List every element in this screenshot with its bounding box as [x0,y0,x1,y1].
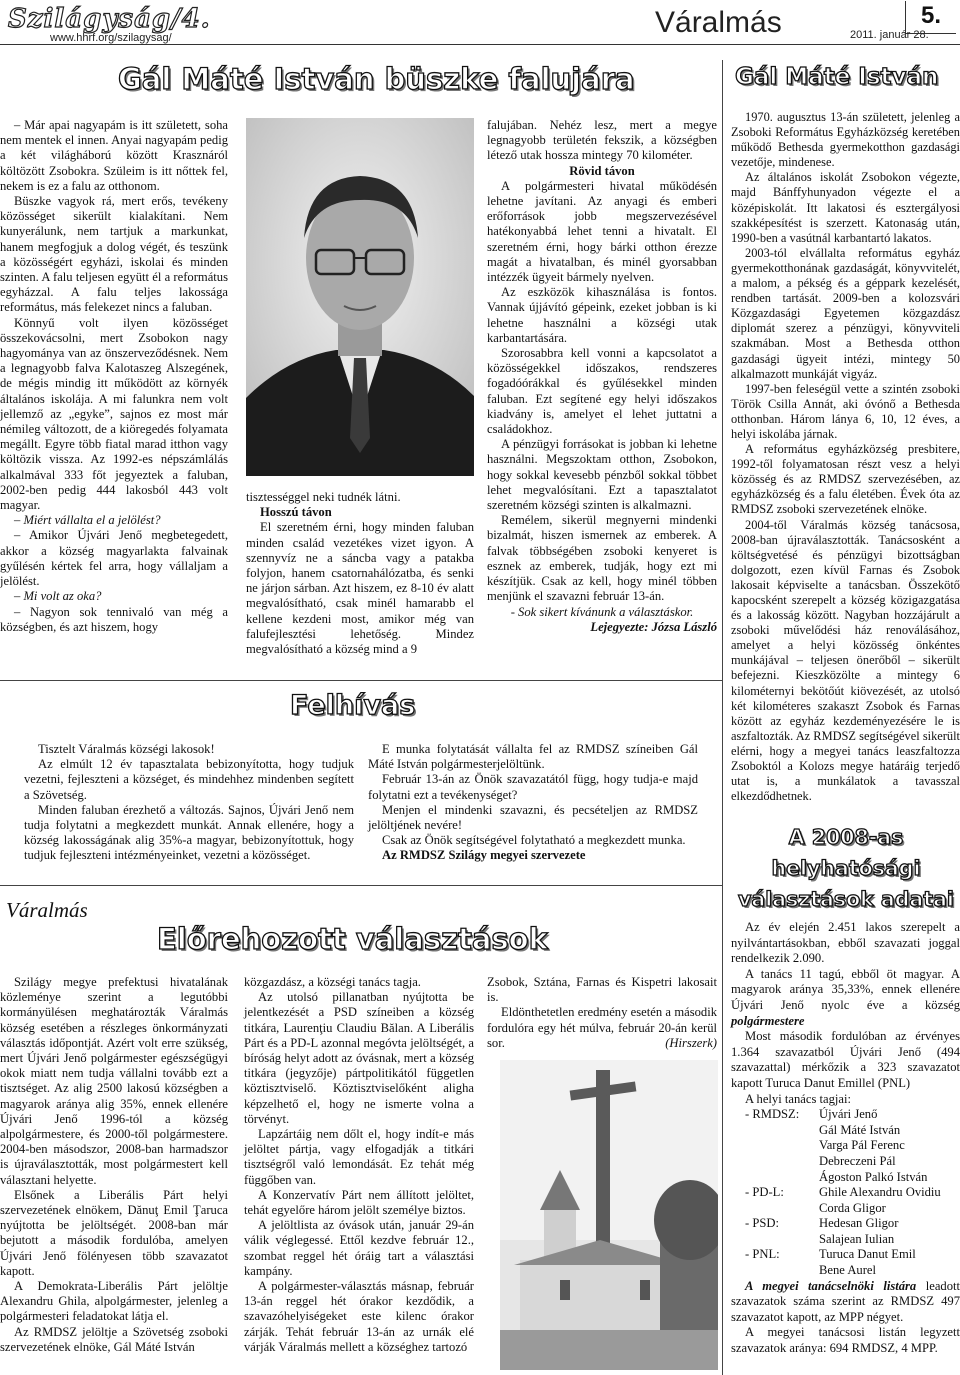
text: A tanács 11 tagú, ebből öt magyar. A magyarok aránya 35,33%, ennek ellenére Újvári Jenő nyolc éve a község [731,966,960,1012]
table-row [745,1216,941,1232]
table-row [745,1201,941,1217]
source-credit: (Hirszerk) [665,1036,717,1051]
paragraph: A református egyházközség presbitere, 1992-től folyamatosan részt vesz a helyi közösség és az RMDSZ szervezésében, az egyházközség és a falu életében. Évek óta az RMDSZ zsoboki szervezetének elnöke. [731,442,960,517]
paragraph: közgazdász, a községi tanács tagja. [244,975,421,989]
party: - PD-L: [745,1185,784,1200]
salutation: Tisztelt Váralmás községi lakosok! [38,742,215,756]
table-row [745,1170,941,1186]
article-kicker: Váralmás [6,898,88,922]
issue-date: 2011. január 28. [850,29,929,41]
paragraph: A polgármester-választás másnap, február 13-án reggel hét órakor kezdődik, a szavazóhelyiségeket este kilenc órakor zárják. Tehát február 13-án az urnák elé várják Váralmás mellett a községhez tartozó [244,1279,474,1354]
bio-title: Gál Máté István [735,64,939,90]
paragraph: A pénzügyi forrásokat is jobban ki lehetne használni. Megszoktam otthon, Zsobokon, hogy sokkal kevesebb pénzből sokkal többet lehet megvalósítani. Ezt a tapasztalatot szeretném községi szinten is alkalmazni. [487,437,717,513]
paragraph: tisztességgel neki tudnék látni. [246,490,401,504]
election-column-2 [244,975,474,1355]
paragraph: Eldönthetetlen eredmény esetén a második fordulóra egy hét múlva, február 20-án kerül sor. [487,1005,717,1050]
member: Debreczeni Pál [819,1153,896,1168]
party: - PSD: [745,1216,779,1231]
member: Gál Máté István [819,1122,901,1137]
interview-column-2 [246,490,474,657]
member: Corda Gligor [819,1200,886,1215]
paragraph: A polgármesteri hivatal működésén lehetne javítani. Az anyagi és emberi erőforrások jobb megszervezésével hatékonyabbá lehet tenni a hivatalt. El szeretném érni, hogy bárki otthon érezze magát a hivatalban, és minél gyorsabban intézzék ügyeit bármely nyelven. [487,178,717,285]
paragraph: Szorosabbra kell vonni a kapcsolatot a közösségekkel időszakos, rendszeres fogadóórákkal és gyűlésekkel minden faluban. Ezt segítené egy helyi időszakos kiadvány is, amelyet el lehet juttatni a családokhoz. [487,346,717,437]
party: - PNL: [745,1247,780,1262]
table-row [745,1232,941,1248]
emphasis: A megyei tanácselnöki listára [745,1278,917,1293]
paragraph: Szilágy megye prefektusi hivatalának közleménye szerint a legutóbbi kormányülésen meghatározták Váralmás község esetében a részleges önkormányzati választás időpontját. Azért volt erre szükség, mert Újvári Jenő polgármester egészségügyi okok miatt nem tudja vállalni tovább ezt a tisztséget. Az alig 2500 lakosú községben a magyarok aránya alig 35%, ennek ellenére Újvári Jenő 1996-tól a község alpolgármestere, és 2000-től polgármestere. 2004-ben másodszor, 2008-ban harmadszor is újraválasztották, most polgármestert kell választani helyette. [0,975,228,1187]
paragraph: A helyi tanács tagjai: [745,1091,851,1106]
header-rule [0,44,960,45]
member: Bene Aurel [819,1263,877,1278]
bio-column [731,110,960,804]
appeal-left [24,742,354,864]
publication-url[interactable]: www.hhrf.org/szilagysag/ [50,32,172,44]
table-row [745,1107,941,1123]
table-row [745,1123,941,1139]
paragraph: A Demokrata-Liberális Párt jelöltje Alexandru Ghila, alpolgármester, jelenleg a polgármesteri feladatokat látja el. [0,1279,228,1324]
member: Ghile Alexandru Ovidiu [819,1185,941,1200]
council-table [745,1107,941,1279]
paragraph: Csak az Önök segítségével folytatható a megkezdett munka. [382,833,686,848]
church-photo [500,1060,718,1370]
text: leadott szavazatok száma szerint az RMDSZ 497 szavazatot kapott, az MPP négyet. [731,1278,960,1324]
appeal-right [368,742,698,864]
results-column [731,920,960,1357]
paragraph: Az RMDSZ jelöltje a Szövetség zsoboki szervezetének elnöke, Gál Máté István [0,1324,228,1354]
appeal-title: Felhívás [290,690,416,721]
subheading: Hosszú távon [260,505,332,520]
section-rule [0,885,722,886]
paragraph: Zsobok, Sztána, Farnas és Kispetri lakosait is. [487,975,717,1005]
paragraph: A jelöltlista az óvások után, január 29-án válik véglegessé. Ettől kezdve február 12., szombat reggel hét óráig tart a választási kampány. [244,1218,474,1278]
table-row [745,1138,941,1154]
paragraph: 2003-tól elvállalta református egyház gyermekotthonának gazdaságát, könyvvitelét, a malom, a pékség és a géppark kezelését, rendben tartását. 2009-ben a kolozsvári Közgazdasági Egyetemen közgazdász diplomát szerez a pénzügyi, könyvviteli szakmában. Most a Bethesda otthon gazdasági ügyeit intézi, mintegy 50 alkalmazott munkáját vigyáz. [731,245,960,381]
paragraph: Az elmúlt 12 év tapasztalata bebizonyította, hogy tudjuk vezetni, fejleszteni a községet, és mindehhez mindenben segített a Szövetség. [24,757,354,802]
member: Turuca Danut Emil [819,1247,916,1262]
paragraph: E munka folytatását vállalta fel az RMDSZ színeiben Gál Máté István polgármesterjelöltünk. [368,742,698,772]
table-row [745,1154,941,1170]
paragraph: Az általános iskolát Zsobokon végezte, majd Bánffyhunyadon végezte el a középiskolát. Itt lakatosi és esztergályosi szakképesítést is szerzett. Katonaság után, 1990-ben a vasútnál karbantartó lakatos. [731,170,960,245]
paragraph: Minden faluban érezhető a változás. Sajnos, Újvári Jenő nem tudja folytatni a megkezdett munkát. Annak ellenére, hogy a község lakosságának alig 35%-a magyar, bebizonyítottuk, hogy tudjuk fejleszteni intézményeinket, vezetni a közösséget. [24,802,354,863]
paragraph [731,1279,960,1326]
paragraph: Az utolsó pillanatban nyújtotta be jelentkezését a PSD színeiben a község titkára, Laurenţiu Claudiu Bălan. A Liberális Párt és a PD-L azonnal megóvta jelöltségét, a bíróság helyt adott az óvásnak, mert a község titkára (jegyzője) pártpolitikától független köztisztviselő. Köztisztviselőként aligha képzelhető el, hogy ne ismerte volna a törvényt. [244,990,474,1126]
paragraph: Remélem, sikerül megnyerni mindenki bizalmát, hiszen ismernek az emberek. A falvak többségében zsoboki kenyeret is esznek az emberek, tudják, hogy ezt mi készítjük. Csak az kell, hogy minél többen menjünk el szavazni február 13-án. [487,513,717,604]
subheading: Rövid távon [569,163,635,178]
paragraph: falujában. Nehéz lesz, mert a megye legnagyobb területén fekszik, a községben létező utak hossza mintegy 70 kilométer. [487,118,717,163]
member: Újvári Jenő [819,1107,878,1122]
paragraph: A megyei tanácsosi listán legyzett szavazatok aránya: 694 RMDSZ, 4 MPP. [731,1325,960,1356]
paragraph: – Amikor Újvári Jenő megbetegedett, akkor a község magyarlakta falvainak gyűlésén kértek fel arra, hogy vállaljam a jelölést. [0,528,228,589]
paragraph: Menjen el mindenki szavazni, és pecsételjen az RMDSZ jelöltjének nevére! [368,802,698,833]
paragraph: Elsőnek a Liberális Párt helyi szervezetének elnökem, Dănuţ Emil Ţaruca nyújtotta be jelöltségét. 2008-ban már bejutott a második fordulóba, amelyen Újvári Jenő fölényesen több szavazatot kapott. [0,1187,228,1278]
column-separator [722,60,723,1375]
publication-logo: Szilágyság/4. [8,4,211,34]
paragraph [731,967,960,1029]
interview-column-3 [487,118,717,635]
election-title: Előrehozott választások [157,922,548,956]
paragraph: Az év elején 2.451 lakos szerepelt a nyilvántartásokban, ebből szavazati joggal rendelkezik 2.090. [731,920,960,966]
question: – Miért vállalta el a jelölést? [14,513,161,528]
paragraph: Az eszközök kihasználása is fontos. Vannak újjávító gépeink, ezeket jobban is ki lehetne használni a községi utak karbantartására. [487,285,717,345]
table-row [745,1247,941,1263]
emphasis: polgármestere [731,1013,805,1028]
paragraph: A Konzervatív Párt nem állított jelöltet, tehát egyelőre három jelölt személye biztos. [244,1187,474,1218]
paragraph: Február 13-án az Önök szavazatától függ, hogy tudja-e majd folytatni ezt a tevékenységet? [368,772,698,802]
paragraph: El szeretném érni, hogy minden faluban minden család vezetékes vizet igyon. A szennyvíz ne a sáncba vagy a patakba folyjon, hanem csatornahálózatba, és senki ne járjon sárban. Azt hiszem, ez 8-10 év alatt megvalósítható, csak minél hamarabb el kellene kezdeni most, amikor még van falufejlesztési lehetőség. Mindez megvalósítható a község mind a 9 [246,520,474,657]
member: Salajean Iulian [819,1231,895,1246]
paragraph: Könnyű volt ilyen közösséget összekovácsolni, mert Zsobokon nagy hagyománya van az önszerveződésnek. Nem a legnagyobb falva Kalotaszeg Alszegének, de mégis mindig itt működött az környék általános iskolája. A mi falunkra nem volt jellemző az „egyke”, sajnos ez most már némileg változott, de a kiöregedés folyamata megállt. Egyre több fiatal marad itthon vagy költözik vissza. Az 1992-es népszámlálás alkalmával 333 főt jegyeztek a faluban, 2002-ben pedig 444 lakosból 443 volt magyar. [0,315,228,513]
page-number: 5. [905,1,956,34]
main-headline: Gál Máté István büszke falujára [118,62,635,96]
results-title: A 2008-as helyhatósági választások adatai [738,825,954,911]
closing-wish: - Sok sikert kívánunk a választáskor. [510,604,694,619]
paragraph: – Nagyon sok tennivaló van még a községben, és azt hiszem, hogy [0,604,228,634]
paragraph: 1970. augusztus 13-án született, jelenleg a Zsoboki Református Egyházközség keretében működő Bethesda gyermekotthon gazdasági vezetője, mindenese. [731,110,960,170]
author-credit: Lejegyezte: Józsa László [590,619,717,634]
question: – Mi volt az oka? [14,589,102,604]
paragraph: 1997-ben feleségül vette a szintén zsoboki Török Csilla Annát, aki óvónő a Bethesda otthonban. Három lánya 6, 10, 12 éves, a helyi iskolába járnak. [731,381,960,441]
paragraph: – Már apai nagyapám is itt született, soha nem mentek el innen. Anyai nagyapám pedig a két világháború között Krasznáról költözött Zsobokra. Szüleim is itt nőttek fel, nekem is ez a falu az otthonom. [0,118,228,193]
election-column-3 [487,975,717,1051]
member: Varga Pál Ferenc [819,1138,905,1153]
interview-column-1 [0,118,228,635]
table-row [745,1185,941,1201]
party: - RMDSZ: [745,1107,800,1122]
section-rule [0,680,722,681]
member: Hedesan Gligor [819,1216,899,1231]
paragraph: 2004-től Váralmás község tanácsosa, 2008-ban újraválasztották. Tanácsosként a költségvetésé és pénzügyi bizottságban dolgozott, ezen kívül Farnas és Zsobok lakosait képviselte a tanácsban. Összekötő kapocsként szerepelt a község közigazgatása és a lakosság között. Nagyban hozzájárult a zsoboki művelődési ház renoválásához, amelyet a helyi közösség önkéntes munkájával – teljesen önerőből – sikerült befejezni. Kieszközölte a mintegy 6 kilométernyi bekötőút kiövezését, az utolsó két kilométeres szakaszt Zsobok és Farnas között az egyház kezdeményezésére le is aszfaltozták. Az RMDSZ segítségével sikerült elérni, hogy a megyei tanács leaszfaltozza Zsoboktól a Kolozs megye határáig terjedő utat is, a munkálatok a tavasszal elkezdődhetnek. [731,517,960,804]
paragraph: Most második fordulóban az érvényes 1.364 szavazatból Újvári Jenő (494 szavazattal) mérkőzik a 323 szavazatot kapott Turuca Danut Emillel (PNL) [731,1029,960,1090]
section-town: Váralmás [655,6,782,39]
paragraph: Lapzártáig nem dőlt el, hogy indít-e más jelöltet pártja, vagy elfogadják a titkári tisztségről való lemondását. Ez tehát még függőben van. [244,1127,474,1187]
portrait-photo [246,118,474,476]
member: Ágoston Palkó István [819,1169,928,1184]
paragraph: Büszke vagyok rá, mert erős, tevékeny közösséget sikerült kialakítani. Nem kunyerálunk, nem tartjuk a markunkat, hanem megfogjuk a dolog végét, és teszünk a közösségért egyházi, iskolai és minden szinten. A falu teljesen együtt él a református egyházzal. A falu teljes lakossága református, más felekezet nincs a faluban. [0,194,228,315]
table-row [745,1263,941,1279]
election-column-1 [0,975,228,1355]
signature: Az RMDSZ Szilágy megyei szervezete [382,848,586,863]
